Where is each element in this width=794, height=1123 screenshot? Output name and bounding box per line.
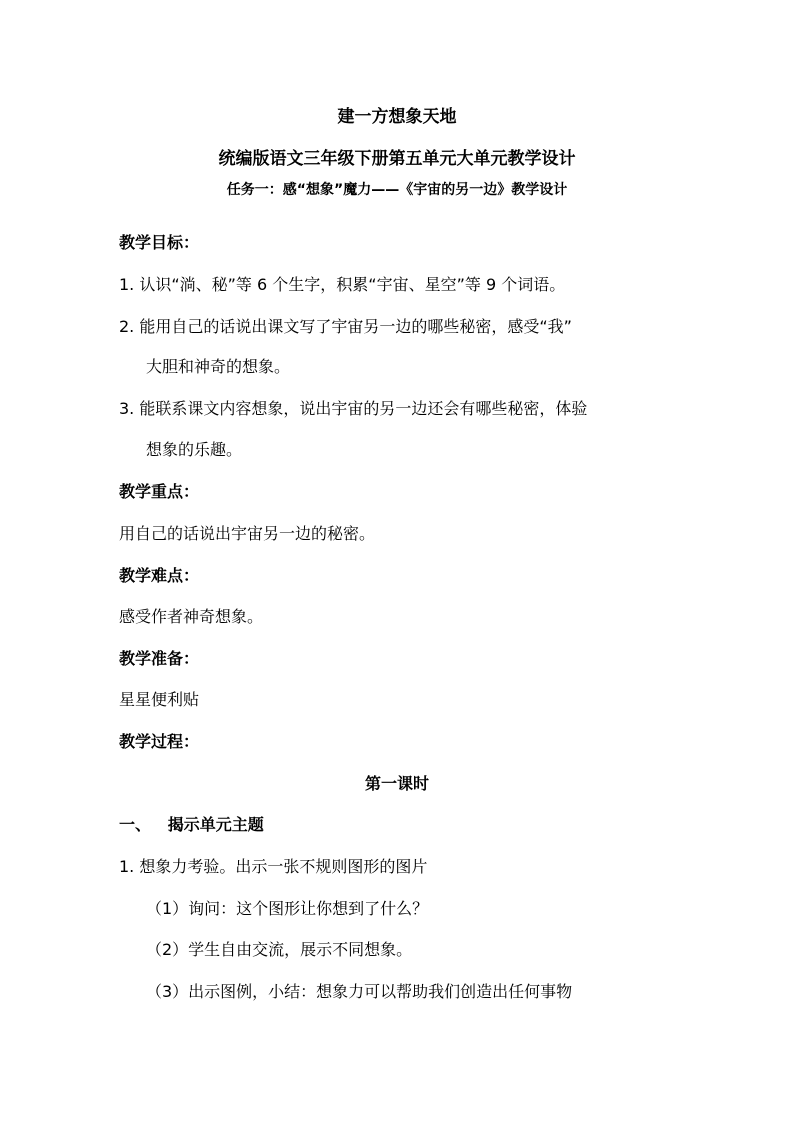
process-sub-step-1: （1）询问：这个图形让你想到了什么？ bbox=[146, 899, 429, 918]
process-sub-step-3: （3）出示图例，小结：想象力可以帮助我们创造出任何事物 bbox=[146, 982, 573, 1001]
objective-item-1: 1. 认识“淌、秘”等 6 个生字，积累“宇宙、星空”等 9 个词语。 bbox=[119, 275, 566, 294]
objective-item-2-line-1: 2. 能用自己的话说出课文写了宇宙另一边的哪些秘密，感受“我” bbox=[119, 317, 572, 336]
document-title: 建一方想象天地 bbox=[337, 107, 457, 127]
process-sub-step-2: （2）学生自由交流，展示不同想象。 bbox=[146, 940, 413, 959]
key-point-heading: 教学重点： bbox=[119, 482, 200, 501]
preparation-text: 星星便利贴 bbox=[119, 690, 200, 709]
section-1-heading: 一、 揭示单元主题 bbox=[119, 815, 264, 834]
objectives-heading: 教学目标： bbox=[119, 233, 200, 252]
objective-item-3-line-1: 3. 能联系课文内容想象，说出宇宙的另一边还会有哪些秘密，体验 bbox=[119, 399, 588, 418]
key-point-text: 用自己的话说出宇宙另一边的秘密。 bbox=[119, 524, 376, 543]
preparation-heading: 教学准备： bbox=[119, 649, 200, 668]
lesson-title: 第一课时 bbox=[364, 774, 429, 793]
task-title: 任务一：感“想象”魔力——《宇宙的另一边》教学设计 bbox=[226, 182, 568, 198]
difficulty-text: 感受作者神奇想象。 bbox=[119, 607, 264, 626]
process-step-1: 1. 想象力考验。出示一张不规则图形的图片 bbox=[119, 857, 428, 876]
objective-item-2-line-2: 大胆和神奇的想象。 bbox=[146, 357, 291, 376]
difficulty-heading: 教学难点： bbox=[119, 566, 200, 585]
objective-item-3-line-2: 想象的乐趣。 bbox=[146, 440, 243, 459]
process-heading: 教学过程： bbox=[119, 732, 200, 751]
document-subtitle: 统编版语文三年级下册第五单元大单元教学设计 bbox=[218, 149, 576, 169]
